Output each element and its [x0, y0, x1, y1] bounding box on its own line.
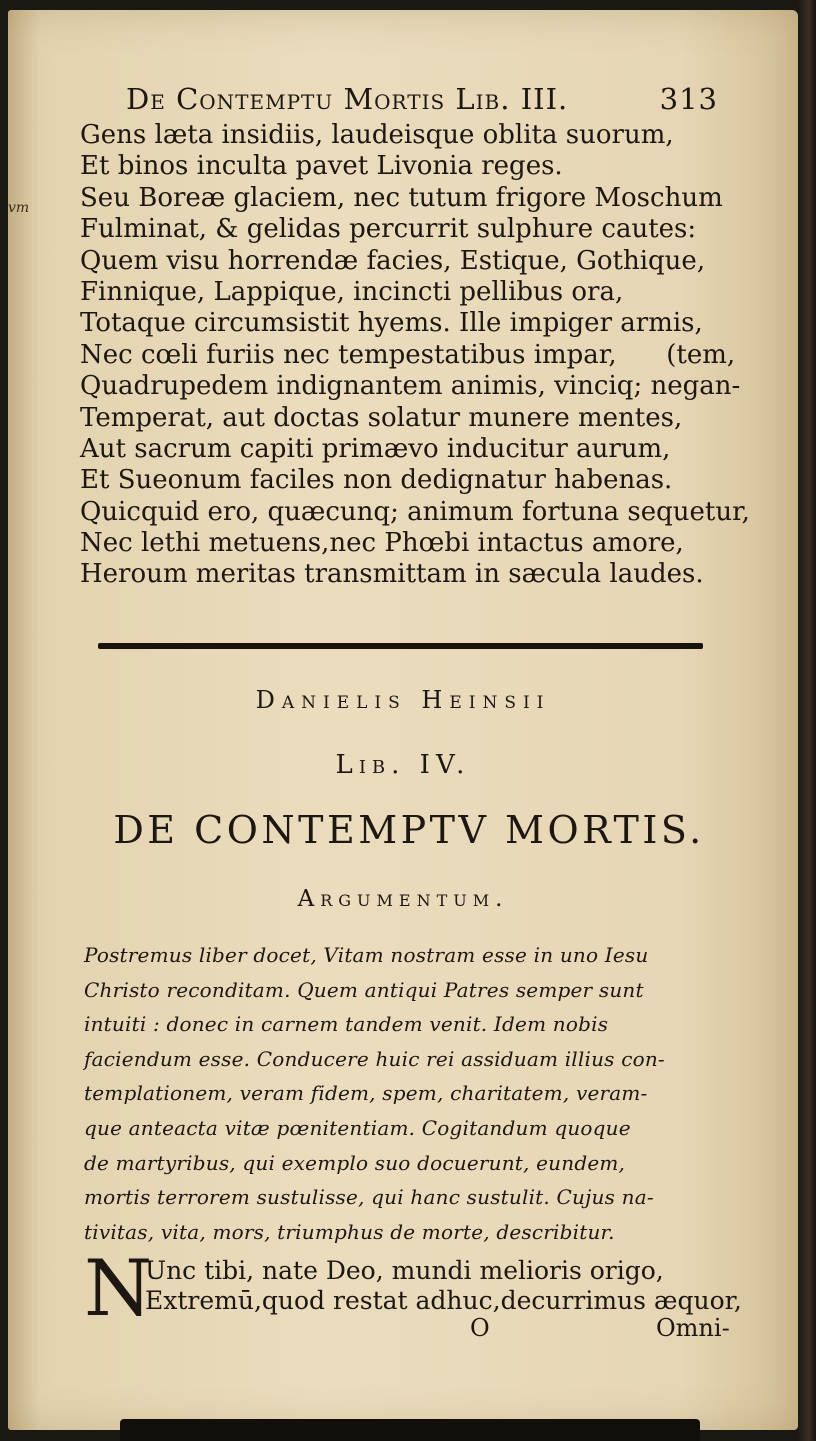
- book-page: [8, 10, 798, 1430]
- running-head: [126, 82, 726, 122]
- verse-line: Quem visu horrendæ facies, Estique, Gothique,: [80, 245, 706, 276]
- verse-block: [80, 120, 750, 591]
- binding-shadow: [798, 0, 816, 1441]
- argument-line: Postremus liber docet, Vitam nostram esse in uno Iesu: [84, 943, 649, 967]
- argument-line: mortis terrorem sustulisse, qui hanc sustulit. Cujus na-: [84, 1185, 654, 1210]
- verse-line: Temperat, aut doctas solatur munere mentes,: [80, 402, 683, 433]
- argument-line: que anteacta vitæ pœnitentiam. Cogitandum quoque: [84, 1115, 631, 1140]
- verse-line: Aut sacrum capiti primævo inducitur aurum,: [80, 433, 671, 464]
- verse-line: Heroum meritas transmittam in sæcula laudes.: [80, 559, 704, 590]
- book-edge: [120, 1419, 700, 1441]
- verse-line: Nec cœli furiis nec tempestatibus impar, (tem,: [80, 339, 736, 370]
- verse-line: Et Sueonum faciles non dedignatur habenas.: [80, 465, 673, 496]
- verse-line: Gens læta insidiis, laudeisque oblita suorum,: [80, 120, 674, 150]
- page-number: 313: [659, 82, 718, 116]
- margin-note: vm: [8, 200, 30, 216]
- argument-block: [84, 938, 739, 1249]
- verse-line: Quicquid ero, quæcunq; animum fortuna sequetur,: [80, 496, 750, 527]
- drop-cap: N: [84, 1244, 153, 1334]
- poem-opening: [145, 1256, 745, 1316]
- verse-line: Seu Boreæ glaciem, nec tutum frigore Moschum: [80, 182, 723, 213]
- section-divider-rule: [98, 643, 703, 649]
- argument-line: faciendum esse. Conducere huic rei assiduam illius con-: [84, 1046, 665, 1071]
- verse-line: Fulminat, & gelidas percurrit sulphure cautes:: [80, 214, 697, 245]
- poem-line: Extremū,quod restat adhuc,decurrimus æquor,: [145, 1286, 742, 1315]
- poem-line: Unc tibi, nate Deo, mundi melioris origo,: [145, 1256, 664, 1285]
- verse-line: Totaque circumsistit hyems. Ille impiger armis,: [80, 308, 703, 339]
- catchword: Omni-: [656, 1314, 730, 1342]
- argument-line: templationem, veram fidem, spem, charitatem, veram-: [84, 1081, 648, 1106]
- work-title: DE CONTEMPTV MORTIS.: [113, 808, 705, 852]
- book-heading: Lib. IV.: [335, 750, 471, 780]
- author-heading: Danielis Heinsii: [255, 686, 551, 714]
- verse-line: Et binos inculta pavet Livonia reges.: [80, 151, 563, 182]
- argument-line: de martyribus, qui exemplo suo docuerunt, eundem,: [84, 1150, 626, 1175]
- argument-line: intuiti : donec in carnem tandem venit. Idem nobis: [84, 1012, 609, 1037]
- verse-line: Nec lethi metuens,nec Phœbi intactus amore,: [80, 528, 684, 559]
- argument-line: tivitas, vita, mors, triumphus de morte, describitur.: [84, 1219, 615, 1244]
- verse-line: Finnique, Lappique, incincti pellibus ora,: [80, 276, 624, 307]
- running-head-title: De Contemptu Mortis Lib. III.: [126, 82, 569, 116]
- verse-line: Quadrupedem indignantem animis, vinciq; negan-: [80, 371, 741, 402]
- argument-heading: Argumentum.: [297, 886, 509, 912]
- signature-mark: O: [470, 1314, 490, 1342]
- argument-line: Christo reconditam. Quem antiqui Patres semper sunt: [84, 977, 644, 1002]
